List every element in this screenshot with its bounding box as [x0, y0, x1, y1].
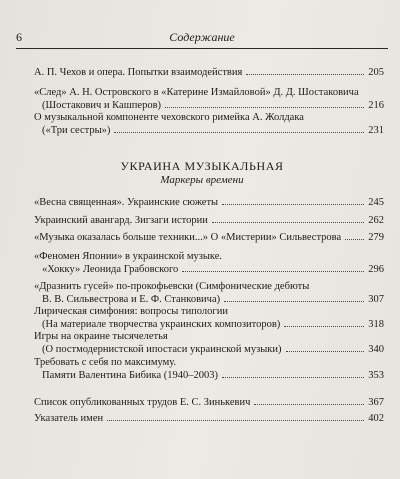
- leader-dots: [114, 124, 364, 133]
- toc-entry-title-continued: Памяти Валентина Бибика (1940–2003): [42, 370, 219, 381]
- toc-entry: [34, 250, 384, 276]
- running-title: Содержание: [169, 30, 235, 44]
- toc-entry-title-continued: («Три сестры»): [42, 125, 111, 136]
- toc-entry-title: Лирическая симфония: вопросы типологии: [34, 306, 228, 317]
- leader-dots: [165, 99, 364, 108]
- toc-entry-page: 205: [368, 67, 384, 78]
- toc-entry-title: «Весна священная». Украинские сюжеты: [34, 197, 219, 208]
- toc-entry-title-continued: В. В. Сильвестрова и Е. Ф. Станковича): [42, 294, 221, 305]
- leader-dots: [345, 231, 364, 240]
- toc-entry-title-continued: (Шостакович и Кашперов): [42, 100, 162, 111]
- page-header: [16, 30, 388, 46]
- toc-entry: [34, 231, 384, 244]
- toc-entry: [34, 111, 384, 137]
- leader-dots: [222, 196, 364, 205]
- toc-entry-title: «Феномен Японии» в украинской музыке.: [34, 251, 223, 262]
- toc-entry: [34, 305, 384, 331]
- toc-entry: [34, 196, 384, 209]
- section-title: УКРАИНА МУЗЫКАЛЬНАЯ: [120, 159, 284, 173]
- toc-entry-title: Указатель имен: [34, 413, 104, 424]
- toc-entry-page: 353: [368, 370, 384, 381]
- toc-entry-page: 262: [368, 215, 384, 226]
- toc-entry: [34, 66, 384, 79]
- toc-entry-title: «Дразнить гусей» по-прокофьевски (Симфонические дебюты: [34, 281, 310, 292]
- toc-entry-title: Требовать с себя по максимуму.: [34, 357, 177, 368]
- toc-entry-title: Украинский авангард. Зигзаги истории: [34, 215, 208, 226]
- toc-entry: [34, 280, 384, 306]
- leader-dots: [284, 318, 364, 327]
- toc-entry-page: 245: [368, 197, 384, 208]
- toc-entry-title: Список опубликованных трудов Е. С. Зинькевич: [34, 397, 251, 408]
- toc-entry: [34, 356, 384, 382]
- leader-dots: [254, 396, 364, 405]
- leader-dots: [286, 343, 365, 352]
- toc-entry-title: «Музыка оказалась больше техники...» О «Мистерии» Сильвестрова: [34, 232, 342, 243]
- toc-entry: [34, 86, 384, 112]
- toc-entry: [34, 396, 384, 409]
- section-subtitle: Маркеры времени: [160, 174, 244, 186]
- toc-entry-page: 318: [368, 319, 384, 330]
- page-number: 6: [16, 30, 22, 44]
- leader-dots: [107, 412, 364, 421]
- toc-entry-title: «След» А. Н. Островского в «Катерине Измайловой» Д. Д. Шостаковича: [34, 87, 359, 98]
- toc-entry-page: 231: [368, 125, 384, 136]
- leader-dots: [182, 263, 364, 272]
- toc-entry-title-continued: «Хокку» Леонида Грабовского: [42, 264, 179, 275]
- toc-entry-title: А. П. Чехов и опера. Попытки взаимодействия: [34, 67, 243, 78]
- toc-entry: [34, 412, 384, 425]
- toc-entry-title: О музыкальной компоненте чеховского римейка А. Жолдака: [34, 112, 304, 123]
- toc-entry-page: 296: [368, 264, 384, 275]
- toc-entry: [34, 330, 384, 356]
- toc-entry-title: Игры на окраине тысячелетья: [34, 331, 168, 342]
- leader-dots: [222, 369, 364, 378]
- toc-entry-page: 402: [368, 413, 384, 424]
- header-rule: [16, 48, 388, 49]
- toc-entry-page: 340: [368, 344, 384, 355]
- leader-dots: [212, 214, 364, 223]
- toc-entry-page: 367: [368, 397, 384, 408]
- toc-entry: [34, 214, 384, 227]
- leader-dots: [246, 66, 364, 75]
- leader-dots: [224, 293, 364, 302]
- toc-entry-page: 216: [368, 100, 384, 111]
- toc-entry-page: 307: [368, 294, 384, 305]
- toc-entry-title-continued: (На материале творчества украинских композиторов): [42, 319, 281, 330]
- toc-entry-title-continued: (О постмодернистской ипостаси украинской музыки): [42, 344, 282, 355]
- toc-entry-page: 279: [368, 232, 384, 243]
